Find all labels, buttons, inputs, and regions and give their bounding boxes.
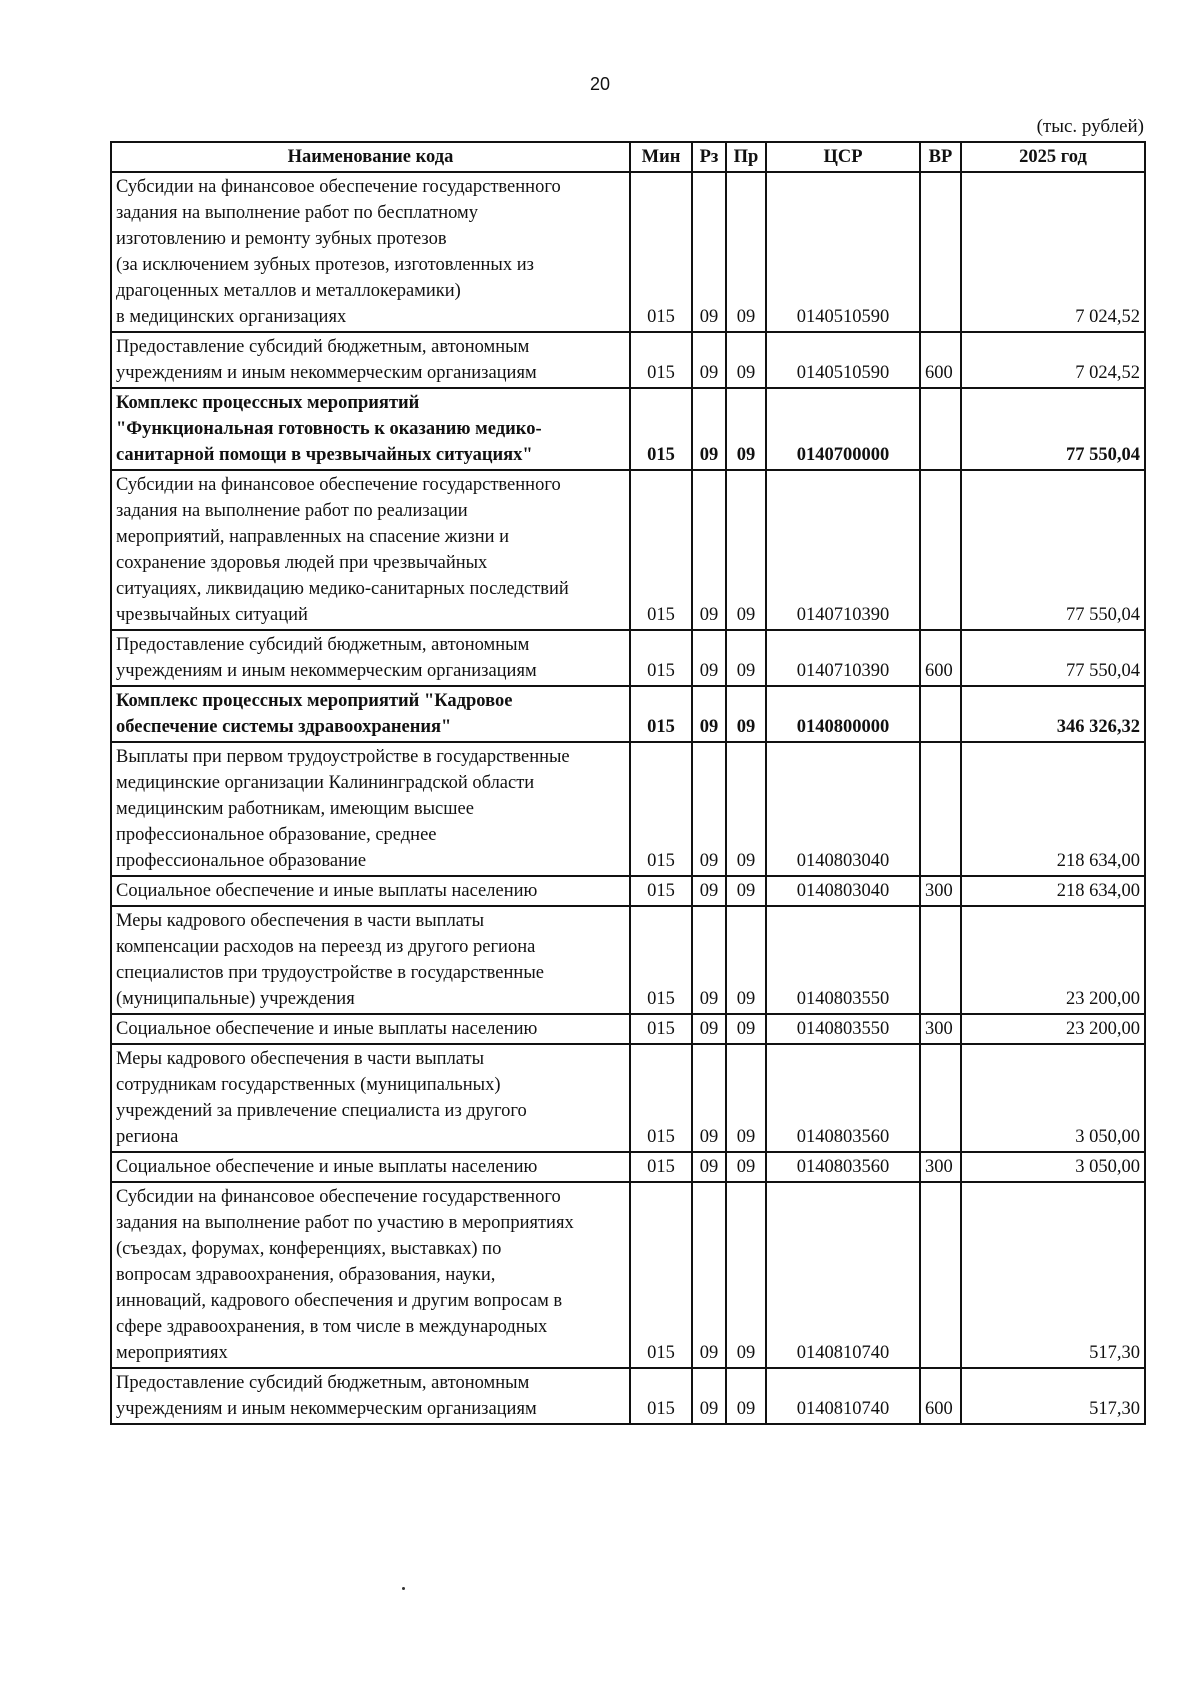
cell-amount: 7 024,52 xyxy=(961,172,1145,332)
cell-name: Социальное обеспечение и иные выплаты населению xyxy=(111,1014,630,1044)
cell-vr xyxy=(920,172,961,332)
table-row xyxy=(111,1014,1145,1044)
cell-amount: 346 326,32 xyxy=(961,686,1145,742)
cell-csr: 0140710390 xyxy=(766,630,920,686)
cell-rz: 09 xyxy=(692,630,726,686)
cell-csr: 0140803040 xyxy=(766,876,920,906)
cell-name: Социальное обеспечение и иные выплаты населению xyxy=(111,1152,630,1182)
cell-amount: 23 200,00 xyxy=(961,906,1145,1014)
cell-min: 015 xyxy=(630,906,692,1014)
table-body xyxy=(111,172,1145,1424)
cell-rz: 09 xyxy=(692,1368,726,1424)
cell-min: 015 xyxy=(630,1152,692,1182)
table-row xyxy=(111,1182,1145,1368)
cell-vr xyxy=(920,1044,961,1152)
cell-rz: 09 xyxy=(692,470,726,630)
cell-pr: 09 xyxy=(726,630,766,686)
budget-table xyxy=(110,141,1146,1425)
cell-rz: 09 xyxy=(692,1014,726,1044)
table-row xyxy=(111,388,1145,470)
cell-pr: 09 xyxy=(726,388,766,470)
cell-vr: 600 xyxy=(920,630,961,686)
cell-csr: 0140803550 xyxy=(766,906,920,1014)
cell-min: 015 xyxy=(630,1182,692,1368)
table-row xyxy=(111,470,1145,630)
cell-csr: 0140810740 xyxy=(766,1182,920,1368)
cell-csr: 0140803040 xyxy=(766,742,920,876)
table-row xyxy=(111,876,1145,906)
cell-amount: 3 050,00 xyxy=(961,1044,1145,1152)
cell-amount: 7 024,52 xyxy=(961,332,1145,388)
table-row xyxy=(111,906,1145,1014)
cell-name: Выплаты при первом трудоустройстве в государственные медицинские организации Калининградской области медицинским работникам, имеющим высшее профессиональное образование, среднее профессиональное образование xyxy=(111,742,630,876)
table-row xyxy=(111,1044,1145,1152)
header-min: Мин xyxy=(630,142,692,172)
cell-min: 015 xyxy=(630,470,692,630)
cell-name: Субсидии на финансовое обеспечение государственного задания на выполнение работ по бесплатному изготовлению и ремонту зубных протезов (за исключением зубных протезов, изготовленных из драгоценных металлов и металлокерамики) в медицинских организациях xyxy=(111,172,630,332)
cell-pr: 09 xyxy=(726,1182,766,1368)
header-csr: ЦСР xyxy=(766,142,920,172)
scan-dot xyxy=(402,1587,405,1590)
header-vr: ВР xyxy=(920,142,961,172)
cell-name: Меры кадрового обеспечения в части выплаты компенсации расходов на переезд из другого региона специалистов при трудоустройстве в государственные (муниципальные) учреждения xyxy=(111,906,630,1014)
cell-csr: 0140800000 xyxy=(766,686,920,742)
cell-vr: 600 xyxy=(920,1368,961,1424)
cell-csr: 0140803560 xyxy=(766,1044,920,1152)
cell-min: 015 xyxy=(630,742,692,876)
cell-rz: 09 xyxy=(692,1152,726,1182)
cell-name: Предоставление субсидий бюджетным, автономным учреждениям и иным некоммерческим организациям xyxy=(111,1368,630,1424)
cell-min: 015 xyxy=(630,332,692,388)
cell-csr: 0140510590 xyxy=(766,172,920,332)
cell-pr: 09 xyxy=(726,1152,766,1182)
cell-min: 015 xyxy=(630,1044,692,1152)
cell-amount: 77 550,04 xyxy=(961,388,1145,470)
table-row xyxy=(111,1152,1145,1182)
cell-min: 015 xyxy=(630,172,692,332)
cell-pr: 09 xyxy=(726,1014,766,1044)
cell-min: 015 xyxy=(630,388,692,470)
cell-pr: 09 xyxy=(726,876,766,906)
cell-vr: 300 xyxy=(920,876,961,906)
table-row xyxy=(111,686,1145,742)
cell-name: Предоставление субсидий бюджетным, автономным учреждениям и иным некоммерческим организациям xyxy=(111,630,630,686)
units-label: (тыс. рублей) xyxy=(1036,116,1144,137)
cell-csr: 0140700000 xyxy=(766,388,920,470)
cell-min: 015 xyxy=(630,876,692,906)
cell-amount: 218 634,00 xyxy=(961,742,1145,876)
table-header-row xyxy=(111,142,1145,172)
cell-vr xyxy=(920,1182,961,1368)
cell-amount: 218 634,00 xyxy=(961,876,1145,906)
cell-rz: 09 xyxy=(692,906,726,1014)
cell-pr: 09 xyxy=(726,742,766,876)
cell-min: 015 xyxy=(630,686,692,742)
cell-vr: 300 xyxy=(920,1152,961,1182)
cell-name: Субсидии на финансовое обеспечение государственного задания на выполнение работ по участию в мероприятиях (съездах, форумах, конференциях, выставках) по вопросам здравоохранения, образования, науки, инноваций, кадрового обеспечения и другим вопросам в сфере здравоохранения, в том числе в международных мероприятиях xyxy=(111,1182,630,1368)
cell-vr: 300 xyxy=(920,1014,961,1044)
cell-pr: 09 xyxy=(726,172,766,332)
cell-amount: 517,30 xyxy=(961,1368,1145,1424)
page-number: 20 xyxy=(589,74,611,94)
cell-rz: 09 xyxy=(692,742,726,876)
cell-vr: 600 xyxy=(920,332,961,388)
table-row xyxy=(111,742,1145,876)
cell-name: Комплекс процессных мероприятий "Функциональная готовность к оказанию медико- санитарной помощи в чрезвычайных ситуациях" xyxy=(111,388,630,470)
cell-pr: 09 xyxy=(726,470,766,630)
cell-csr: 0140803560 xyxy=(766,1152,920,1182)
cell-csr: 0140810740 xyxy=(766,1368,920,1424)
cell-csr: 0140710390 xyxy=(766,470,920,630)
header-name: Наименование кода xyxy=(111,142,630,172)
cell-name: Комплекс процессных мероприятий "Кадровое обеспечение системы здравоохранения" xyxy=(111,686,630,742)
cell-pr: 09 xyxy=(726,332,766,388)
cell-pr: 09 xyxy=(726,906,766,1014)
cell-amount: 77 550,04 xyxy=(961,470,1145,630)
cell-name: Меры кадрового обеспечения в части выплаты сотрудникам государственных (муниципальных) учреждений за привлечение специалиста из другого региона xyxy=(111,1044,630,1152)
cell-amount: 23 200,00 xyxy=(961,1014,1145,1044)
cell-vr xyxy=(920,742,961,876)
cell-csr: 0140803550 xyxy=(766,1014,920,1044)
cell-vr xyxy=(920,906,961,1014)
cell-amount: 517,30 xyxy=(961,1182,1145,1368)
cell-pr: 09 xyxy=(726,686,766,742)
cell-min: 015 xyxy=(630,1368,692,1424)
cell-amount: 3 050,00 xyxy=(961,1152,1145,1182)
cell-rz: 09 xyxy=(692,172,726,332)
table-row xyxy=(111,1368,1145,1424)
cell-pr: 09 xyxy=(726,1368,766,1424)
cell-rz: 09 xyxy=(692,876,726,906)
cell-rz: 09 xyxy=(692,388,726,470)
cell-min: 015 xyxy=(630,630,692,686)
cell-name: Субсидии на финансовое обеспечение государственного задания на выполнение работ по реализации мероприятий, направленных на спасение жизни и сохранение здоровья людей при чрезвычайных ситуациях, ликвидацию медико-санитарных последствий чрезвычайных ситуаций xyxy=(111,470,630,630)
cell-pr: 09 xyxy=(726,1044,766,1152)
header-year: 2025 год xyxy=(961,142,1145,172)
cell-rz: 09 xyxy=(692,1182,726,1368)
table-row xyxy=(111,630,1145,686)
cell-amount: 77 550,04 xyxy=(961,630,1145,686)
cell-name: Социальное обеспечение и иные выплаты населению xyxy=(111,876,630,906)
header-pr: Пр xyxy=(726,142,766,172)
cell-min: 015 xyxy=(630,1014,692,1044)
cell-rz: 09 xyxy=(692,686,726,742)
cell-rz: 09 xyxy=(692,332,726,388)
cell-vr xyxy=(920,388,961,470)
table-row xyxy=(111,172,1145,332)
cell-vr xyxy=(920,686,961,742)
cell-name: Предоставление субсидий бюджетным, автономным учреждениям и иным некоммерческим организациям xyxy=(111,332,630,388)
header-rz: Рз xyxy=(692,142,726,172)
cell-vr xyxy=(920,470,961,630)
table-row xyxy=(111,332,1145,388)
cell-csr: 0140510590 xyxy=(766,332,920,388)
cell-rz: 09 xyxy=(692,1044,726,1152)
